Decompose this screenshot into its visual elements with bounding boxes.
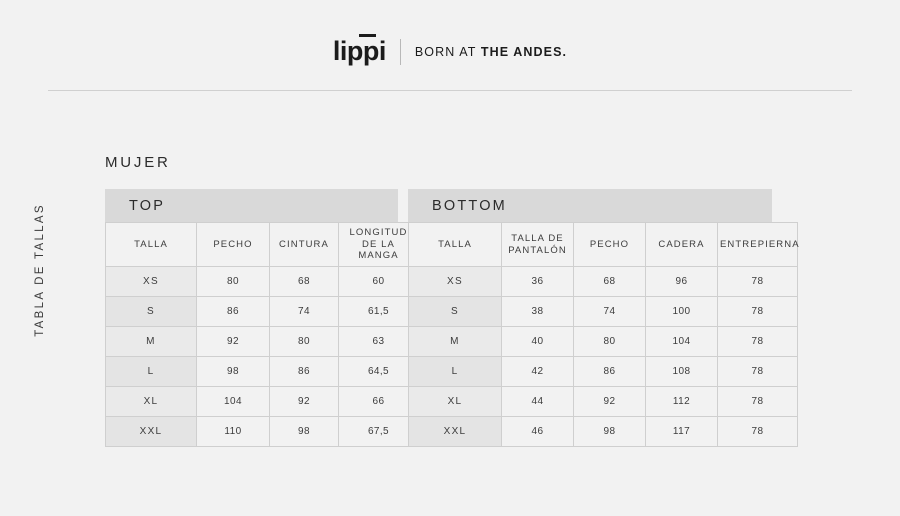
table-row bbox=[409, 417, 798, 447]
size-cell: XXL bbox=[106, 417, 197, 447]
value-cell: 63 bbox=[339, 327, 419, 357]
value-cell: 67,5 bbox=[339, 417, 419, 447]
table-row bbox=[106, 327, 419, 357]
column-header bbox=[502, 223, 574, 267]
column-header-line: TALLA bbox=[438, 238, 472, 250]
value-cell: 40 bbox=[502, 327, 574, 357]
value-cell: 80 bbox=[197, 267, 270, 297]
page-header bbox=[0, 0, 900, 92]
column-header bbox=[197, 223, 270, 267]
column-header bbox=[409, 223, 502, 267]
brand-tagline bbox=[415, 45, 567, 59]
table-row bbox=[106, 267, 419, 297]
value-cell: 92 bbox=[270, 387, 339, 417]
value-cell: 108 bbox=[646, 357, 718, 387]
size-cell: XL bbox=[106, 387, 197, 417]
brand-divider bbox=[400, 39, 401, 65]
table-header-row bbox=[106, 223, 419, 267]
table-body-bottom bbox=[409, 267, 798, 447]
table-row bbox=[409, 297, 798, 327]
column-header-line: TALLA DE bbox=[511, 232, 564, 244]
value-cell: 80 bbox=[270, 327, 339, 357]
value-cell: 78 bbox=[718, 327, 798, 357]
size-cell: XS bbox=[409, 267, 502, 297]
size-cell: XXL bbox=[409, 417, 502, 447]
value-cell: 112 bbox=[646, 387, 718, 417]
column-header-line: CADERA bbox=[658, 238, 705, 250]
table-row bbox=[409, 267, 798, 297]
table-row bbox=[409, 327, 798, 357]
value-cell: 42 bbox=[502, 357, 574, 387]
value-cell: 96 bbox=[646, 267, 718, 297]
table-title-top: TOP bbox=[129, 197, 166, 214]
value-cell: 110 bbox=[197, 417, 270, 447]
value-cell: 68 bbox=[270, 267, 339, 297]
table-head-bottom bbox=[409, 223, 798, 267]
size-cell: L bbox=[409, 357, 502, 387]
table-header-row bbox=[409, 223, 798, 267]
table-body-top bbox=[106, 267, 419, 447]
brand-lockup bbox=[0, 38, 900, 65]
tagline-bold: THE ANDES. bbox=[480, 44, 568, 59]
page-title: MUJER bbox=[105, 154, 171, 171]
column-header-line: PANTALÓN bbox=[508, 244, 567, 256]
size-cell: S bbox=[106, 297, 197, 327]
value-cell: 104 bbox=[646, 327, 718, 357]
side-label-text: TABLA DE TALLAS bbox=[34, 203, 47, 337]
value-cell: 92 bbox=[197, 327, 270, 357]
vertical-side-label bbox=[28, 180, 52, 360]
value-cell: 92 bbox=[574, 387, 646, 417]
table-row bbox=[106, 417, 419, 447]
table-header-bar-bottom bbox=[408, 189, 772, 222]
size-cell: L bbox=[106, 357, 197, 387]
size-table-block-top bbox=[105, 189, 408, 447]
size-table-top bbox=[105, 222, 419, 447]
size-table-block-bottom bbox=[408, 189, 800, 447]
table-head-top bbox=[106, 223, 419, 267]
table-row bbox=[409, 357, 798, 387]
size-table-bottom bbox=[408, 222, 798, 447]
lippi-logo bbox=[333, 38, 386, 65]
value-cell: 100 bbox=[646, 297, 718, 327]
column-header-line: LONGITUD bbox=[349, 226, 408, 238]
column-header bbox=[574, 223, 646, 267]
value-cell: 44 bbox=[502, 387, 574, 417]
size-cell: M bbox=[106, 327, 197, 357]
table-title-bottom: BOTTOM bbox=[432, 197, 507, 214]
table-row bbox=[106, 357, 419, 387]
value-cell: 78 bbox=[718, 387, 798, 417]
value-cell: 78 bbox=[718, 357, 798, 387]
value-cell: 78 bbox=[718, 267, 798, 297]
table-row bbox=[409, 387, 798, 417]
value-cell: 98 bbox=[197, 357, 270, 387]
value-cell: 36 bbox=[502, 267, 574, 297]
tagline-light: BORN AT bbox=[414, 44, 481, 59]
value-cell: 74 bbox=[270, 297, 339, 327]
value-cell: 61,5 bbox=[339, 297, 419, 327]
value-cell: 78 bbox=[718, 297, 798, 327]
size-cell: XL bbox=[409, 387, 502, 417]
value-cell: 80 bbox=[574, 327, 646, 357]
column-header-line: DE LA MANGA bbox=[358, 238, 399, 262]
value-cell: 86 bbox=[574, 357, 646, 387]
value-cell: 74 bbox=[574, 297, 646, 327]
size-cell: XS bbox=[106, 267, 197, 297]
value-cell: 64,5 bbox=[339, 357, 419, 387]
column-header-line: TALLA bbox=[134, 238, 168, 250]
header-divider-line bbox=[48, 90, 852, 91]
column-header bbox=[646, 223, 718, 267]
column-header bbox=[270, 223, 339, 267]
value-cell: 86 bbox=[197, 297, 270, 327]
value-cell: 98 bbox=[574, 417, 646, 447]
table-row bbox=[106, 297, 419, 327]
value-cell: 66 bbox=[339, 387, 419, 417]
value-cell: 38 bbox=[502, 297, 574, 327]
size-cell: S bbox=[409, 297, 502, 327]
table-header-bar-top bbox=[105, 189, 398, 222]
column-header-line: PECHO bbox=[589, 238, 630, 250]
value-cell: 60 bbox=[339, 267, 419, 297]
value-cell: 98 bbox=[270, 417, 339, 447]
column-header bbox=[718, 223, 798, 267]
table-row bbox=[106, 387, 419, 417]
value-cell: 78 bbox=[718, 417, 798, 447]
column-header-line: ENTREPIERNA bbox=[720, 238, 800, 250]
logo-bar-icon bbox=[359, 34, 376, 37]
value-cell: 46 bbox=[502, 417, 574, 447]
lippi-wordmark: lippi bbox=[332, 36, 386, 66]
column-header bbox=[339, 223, 419, 267]
value-cell: 117 bbox=[646, 417, 718, 447]
column-header-line: PECHO bbox=[213, 238, 253, 250]
value-cell: 104 bbox=[197, 387, 270, 417]
column-header-line: CINTURA bbox=[279, 238, 329, 250]
size-cell: M bbox=[409, 327, 502, 357]
value-cell: 68 bbox=[574, 267, 646, 297]
column-header bbox=[106, 223, 197, 267]
value-cell: 86 bbox=[270, 357, 339, 387]
